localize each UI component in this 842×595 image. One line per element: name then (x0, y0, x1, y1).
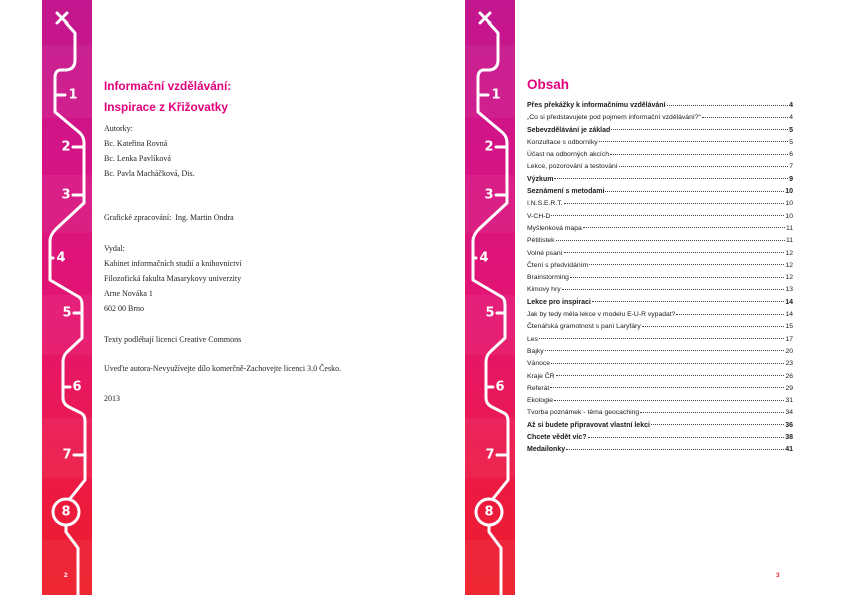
x-mark-icon (57, 13, 67, 23)
toc-entry-page: 12 (785, 274, 793, 282)
toc-entry-page: 5 (789, 138, 793, 146)
publisher-line: 602 00 Brno (104, 304, 144, 314)
toc-entry-title: V-CH-D (527, 212, 551, 220)
toc-entry-page: 10 (785, 188, 793, 196)
toc-entry-page: 10 (785, 212, 793, 220)
toc-entry-page: 17 (785, 335, 793, 343)
band-block (465, 45, 515, 118)
toc-entry-page: 4 (789, 102, 793, 109)
toc-entry[interactable] (527, 358, 793, 370)
band-route-graphic (42, 0, 92, 595)
toc-entry-page: 4 (789, 114, 793, 122)
toc-dot-leader (539, 338, 784, 339)
toc-dot-leader (550, 387, 784, 388)
toc-entry[interactable] (527, 444, 793, 456)
toc-entry[interactable] (527, 383, 793, 395)
toc-entry[interactable] (527, 174, 793, 186)
toc-dot-leader (592, 301, 784, 302)
toc-dot-leader (702, 117, 788, 118)
toc-title: Obsah (527, 77, 570, 92)
band-block (42, 540, 92, 595)
toc-entry-title: Seznámení s metodami (527, 188, 605, 196)
toc-entry[interactable] (527, 432, 793, 444)
toc-entry[interactable] (527, 161, 793, 173)
toc-dot-leader (605, 191, 784, 192)
toc-dot-leader (556, 240, 785, 241)
book-title-line: Inspirace z Křižovatky (104, 100, 228, 114)
toc-entry-title: Referát (527, 384, 550, 392)
toc-dot-leader (640, 412, 784, 413)
toc-entry-page: 14 (785, 311, 793, 319)
toc-entry-page: 38 (785, 434, 793, 442)
toc-entry[interactable] (527, 420, 793, 432)
toc-entry-title: Čtenářská gramotnost s paní Laryfáry (527, 323, 641, 331)
toc-entry-title: Kraje ČR (527, 372, 555, 380)
toc-entry-page: 23 (785, 360, 793, 368)
toc-entry[interactable] (527, 235, 793, 247)
side-band (42, 0, 92, 595)
graphic-design-credit: Grafické zpracování: Ing. Martin Ondra (104, 212, 234, 222)
station-label-6: 6 (495, 379, 505, 395)
toc-entry[interactable] (527, 284, 793, 296)
toc-entry-page: 34 (785, 409, 793, 417)
table-of-contents (527, 100, 793, 457)
book-title (104, 76, 231, 118)
station-label-6: 6 (72, 379, 82, 395)
toc-entry-title: Konzultace s odborníky (527, 138, 598, 146)
toc-dot-leader (554, 400, 784, 401)
toc-entry-title: Až si budete připravovat vlastní lekci (527, 421, 650, 429)
toc-entry-page: 13 (785, 286, 793, 294)
publication-year: 2013 (104, 393, 120, 403)
toc-entry[interactable] (527, 137, 793, 149)
authors-label: Autorky: (104, 124, 133, 133)
toc-entry-title: Ekologie (527, 397, 554, 405)
toc-dot-leader (667, 105, 789, 106)
toc-dot-leader (611, 129, 788, 130)
toc-dot-leader (566, 449, 784, 450)
right-page (421, 0, 842, 595)
toc-dot-leader (588, 437, 785, 438)
toc-dot-leader (564, 203, 785, 204)
toc-dot-leader (562, 289, 785, 290)
station-label-1: 1 (68, 87, 78, 103)
station-label-2: 2 (61, 139, 71, 155)
toc-entry[interactable] (527, 248, 793, 260)
toc-entry[interactable] (527, 297, 793, 309)
toc-entry-title: „Co si představujete pod pojmem informační vzdělávání?“ (527, 114, 701, 122)
station-label-5: 5 (62, 305, 72, 321)
toc-entry[interactable] (527, 149, 793, 161)
toc-entry[interactable] (527, 395, 793, 407)
toc-entry-title: Účast na odborných akcích (527, 151, 609, 159)
toc-entry-page: 6 (789, 151, 793, 159)
band-block (42, 295, 92, 355)
toc-entry[interactable] (527, 346, 793, 358)
toc-entry[interactable] (527, 407, 793, 419)
toc-entry[interactable] (527, 198, 793, 210)
toc-entry[interactable] (527, 334, 793, 346)
page-number: 3 (776, 572, 780, 579)
station-label-4: 4 (56, 250, 66, 266)
publisher-line: Arne Nováka 1 (104, 289, 153, 299)
toc-entry-page: 36 (785, 421, 793, 429)
toc-entry-title: Bajky (527, 347, 544, 355)
toc-entry-page: 7 (789, 163, 793, 171)
station-label-3: 3 (484, 187, 494, 203)
toc-entry-title: Medailonky (527, 446, 566, 454)
toc-entry-page: 11 (785, 224, 793, 232)
toc-entry-title: Lekce pro inspiraci (527, 298, 591, 306)
toc-entry[interactable] (527, 272, 793, 284)
toc-dot-leader (610, 154, 788, 155)
license-terms: Uveďte autora-Nevyužívejte dílo komerčně-Zachovejte licenci 3.0 Česko. (104, 363, 342, 373)
toc-entry-title: Kimovy hry (527, 286, 561, 294)
toc-entry[interactable] (527, 211, 793, 223)
publisher-block (104, 241, 242, 317)
toc-entry[interactable] (527, 112, 793, 124)
toc-dot-leader (676, 314, 784, 315)
toc-entry[interactable] (527, 186, 793, 198)
toc-dot-leader (554, 178, 788, 179)
toc-entry-title: Sebevzdělávání je základ (527, 126, 611, 134)
toc-entry[interactable] (527, 309, 793, 321)
station-label-8: 8 (484, 504, 494, 520)
toc-entry-page: 20 (785, 347, 793, 355)
toc-entry-page: 12 (785, 249, 793, 257)
station-label-8: 8 (61, 504, 71, 520)
toc-entry-title: Čtení s předvídáním (527, 261, 589, 269)
toc-entry[interactable] (527, 371, 793, 383)
toc-dot-leader (551, 215, 784, 216)
station-label-1: 1 (491, 87, 501, 103)
toc-entry-page: 11 (785, 237, 793, 245)
toc-entry-title: Tvorba poznámek - téma geocaching (527, 409, 640, 417)
toc-dot-leader (551, 363, 784, 364)
toc-dot-leader (545, 350, 785, 351)
station-label-7: 7 (62, 447, 72, 463)
toc-entry-title: Pětilístek (527, 237, 555, 245)
toc-entry-page: 5 (789, 126, 793, 134)
toc-entry[interactable] (527, 223, 793, 235)
toc-dot-leader (564, 252, 785, 253)
station-label-3: 3 (61, 187, 71, 203)
publisher-line: Filozofická fakulta Masarykovy univerzity (104, 273, 242, 283)
book-title-line: Informační vzdělávání: (104, 79, 232, 93)
toc-entry-page: 26 (785, 372, 793, 380)
toc-entry-page: 14 (785, 298, 793, 306)
author-name: Bc. Pavla Macháčková, Dis. (104, 169, 195, 178)
authors-block (104, 121, 195, 181)
publisher-label: Vydal: (104, 243, 125, 253)
toc-entry-page: 9 (789, 175, 793, 183)
toc-dot-leader (589, 264, 784, 265)
band-block (42, 45, 92, 118)
toc-entry-page: 31 (785, 397, 793, 405)
toc-entry-page: 29 (785, 384, 793, 392)
license-note: Texty podléhají licenci Creative Commons (104, 334, 242, 344)
toc-dot-leader (651, 424, 784, 425)
toc-entry[interactable] (527, 321, 793, 333)
publisher-line: Kabinet informačních studií a knihovnictví (104, 258, 242, 268)
toc-entry-title: Myšlenková mapa (527, 224, 582, 232)
station-label-4: 4 (479, 250, 489, 266)
author-name: Bc. Kateřina Rovná (104, 139, 168, 148)
toc-entry-title: Volné psaní (527, 249, 563, 257)
toc-dot-leader (556, 375, 785, 376)
toc-entry[interactable] (527, 260, 793, 272)
toc-entry-title: I.N.S.E.R.T. (527, 200, 563, 208)
band-route-graphic (465, 0, 515, 595)
toc-dot-leader (619, 166, 789, 167)
toc-dot-leader (570, 277, 785, 278)
toc-dot-leader (642, 326, 785, 327)
toc-entry-page: 41 (785, 446, 793, 454)
toc-dot-leader (583, 227, 785, 228)
toc-dot-leader (599, 141, 789, 142)
toc-entry-page: 15 (785, 323, 793, 331)
toc-entry-title: Brainstorming (527, 274, 569, 282)
station-label-5: 5 (485, 305, 495, 321)
page-number: 2 (64, 572, 68, 579)
side-band (465, 0, 515, 595)
toc-entry[interactable] (527, 100, 793, 112)
toc-entry[interactable] (527, 125, 793, 137)
author-name: Bc. Lenka Pavlíková (104, 154, 171, 163)
toc-entry-page: 10 (785, 200, 793, 208)
station-label-7: 7 (485, 447, 495, 463)
band-block (465, 295, 515, 355)
toc-entry-page: 12 (785, 261, 793, 269)
toc-entry-title: Chcete vědět víc? (527, 434, 587, 442)
toc-entry-title: Lekce, pozorování a testování (527, 163, 618, 171)
toc-entry-title: Les (527, 335, 538, 343)
toc-entry-title: Přes překážky k informačnímu vzdělávání (527, 102, 666, 109)
toc-entry-title: Jak by tedy měla lekce v modelu E-U-R vypadat? (527, 311, 676, 319)
x-mark-icon (480, 13, 490, 23)
band-block (465, 540, 515, 595)
station-label-2: 2 (484, 139, 494, 155)
toc-entry-title: Výzkum (527, 175, 554, 183)
toc-entry-title: Vánoce (527, 360, 551, 368)
